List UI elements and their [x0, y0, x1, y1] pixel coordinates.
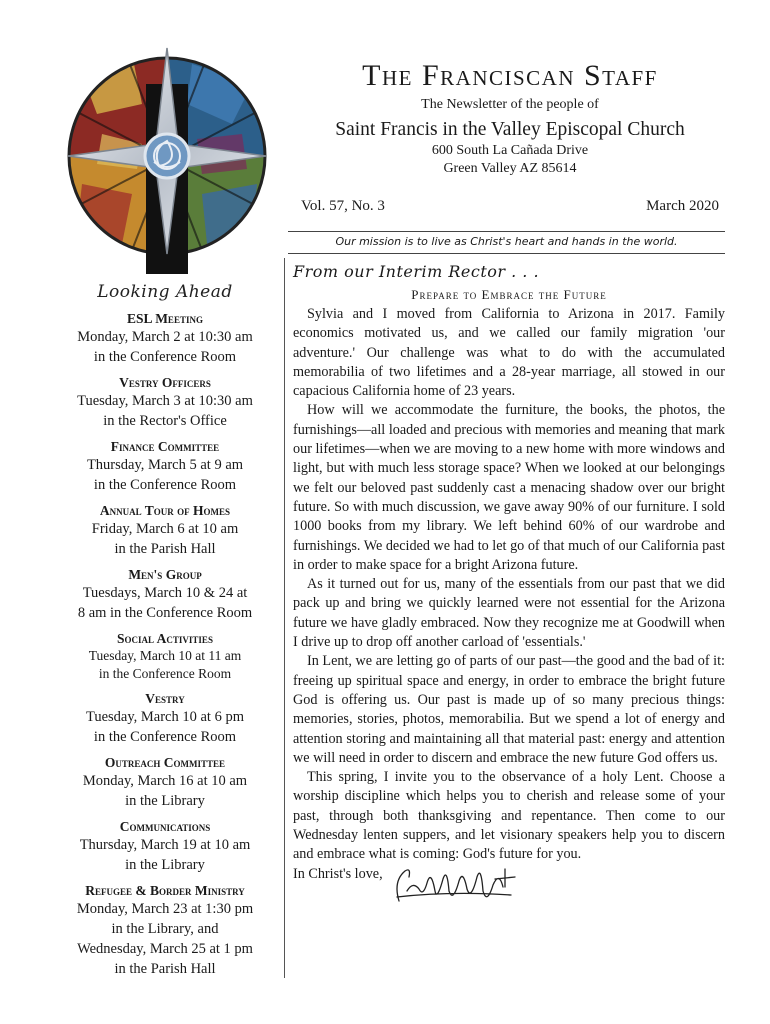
event-detail: in the Parish Hall [114, 961, 216, 977]
event-detail: in the Conference Room [93, 729, 237, 745]
issue-date: March 2020 [646, 198, 719, 214]
article-heading: From our Interim Rector . . . [293, 262, 540, 281]
event-detail: Thursday, March 5 at 9 am [86, 457, 244, 473]
column-divider [284, 258, 285, 978]
event-detail: Monday, March 2 at 10:30 am [77, 329, 253, 345]
article-closing [293, 865, 725, 909]
newsletter-title: The Franciscan Staff [362, 59, 658, 92]
event-detail: Friday, March 6 at 10 am [91, 521, 239, 537]
event-item [60, 374, 270, 431]
event-title: Men's Group [128, 567, 202, 582]
event-detail: in the Library [125, 857, 205, 873]
event-detail: in the Conference Room [93, 477, 237, 493]
article-paragraph: As it turned out for us, many of the essentials from our past that we did pack up and bring we quickly learned were not essential for the Arizona future we have gladly embraced. Now they recognize me at Goodwill when I drive up to drop off another carload of 'essentials.' [293, 576, 725, 651]
event-title: Outreach Committee [104, 755, 226, 770]
rector-article [293, 262, 725, 909]
event-item [60, 310, 270, 367]
event-detail: in the Library, and [111, 921, 219, 937]
event-detail: in the Parish Hall [114, 541, 216, 557]
event-item [60, 438, 270, 495]
event-detail: Tuesday, March 3 at 10:30 am [77, 393, 253, 409]
event-detail: in the Rector's Office [103, 413, 227, 429]
event-detail: Tuesdays, March 10 & 24 at [82, 585, 248, 601]
event-detail: Tuesday, March 10 at 6 pm [85, 709, 244, 725]
event-item [60, 882, 270, 979]
church-logo [62, 44, 272, 276]
event-title: Refugee & Border Ministry [85, 883, 245, 898]
event-title: Vestry Officers [119, 375, 211, 390]
article-paragraph: This spring, I invite you to the observance of a holy Lent. Choose a worship discipline which helps you to cherish and release some of your past, through both thanksgiving and repentance. Then come to our Wednesday lenten suppers, and let visionary speakers help you to discern and embrace what is coming: God's future for you. [293, 769, 725, 863]
church-address-line1: 600 South La Cañada Drive [431, 143, 589, 158]
article-subheading: Prepare to Embrace the Future [411, 287, 607, 302]
divider-top [288, 231, 725, 232]
signature [391, 861, 521, 909]
masthead [290, 58, 730, 178]
newsletter-subtitle: The Newsletter of the people of [421, 97, 599, 112]
sidebar-heading: Looking Ahead [97, 282, 233, 302]
event-title: Social Activities [117, 631, 213, 646]
event-item [60, 502, 270, 559]
event-title: Vestry [145, 691, 185, 706]
issue-volume: Vol. 57, No. 3 [301, 198, 385, 214]
event-detail: in the Conference Room [93, 349, 237, 365]
event-title: Annual Tour of Homes [99, 503, 231, 518]
church-address-line2: Green Valley AZ 85614 [443, 161, 577, 176]
event-detail: in the Conference Room [98, 666, 232, 681]
article-paragraph: In Lent, we are letting go of parts of our past—the good and the bad of it: freeing up spiritual space and energy, in order to embrace the bright future God is offering us. Our past is made up of so many precious things: memories, stories, photos, memorabilia. But we spend a lot of energy and attention storing and maintaining all that material past: energy and attention we will need in order to discern and embrace the new future God offers us. [293, 653, 725, 766]
event-detail: in the Library [125, 793, 205, 809]
event-detail: 8 am in the Conference Room [77, 605, 253, 621]
event-detail: Thursday, March 19 at 10 am [79, 837, 251, 853]
divider-bottom [288, 253, 725, 254]
event-detail: Monday, March 16 at 10 am [82, 773, 248, 789]
event-item [60, 690, 270, 747]
event-title: Communications [119, 819, 211, 834]
event-detail: Monday, March 23 at 1:30 pm [76, 901, 254, 917]
mission-statement: Our mission is to live as Christ's heart and hands in the world. [335, 235, 678, 248]
article-body [293, 305, 725, 865]
event-item [60, 566, 270, 623]
event-detail: Wednesday, March 25 at 1 pm [77, 941, 253, 957]
event-title: ESL Meeting [127, 311, 203, 326]
event-item [60, 818, 270, 875]
event-item [60, 630, 270, 683]
issue-info [301, 198, 719, 215]
looking-ahead-sidebar [60, 282, 270, 986]
event-item [60, 754, 270, 811]
event-title: Finance Committee [110, 439, 220, 454]
article-paragraph: Sylvia and I moved from California to Arizona in 2017. Family economics motivated us, and we called our family migration 'our adventure.' Our challenge was what to do with the accumulated memorabilia of two lifetimes and a 28-year marriage, all stowed in our capacious California home of 23 years. [293, 306, 725, 400]
closing-text: In Christ's love, [293, 865, 383, 882]
article-paragraph: How will we accommodate the furniture, the books, the photos, the furnishings—all loaded and precious with memories and meaning that mark our lifetimes—when we are moving to a new home with more windows and light, but with much less storage space? When we looked at our belongings we felt our beloved past suddenly cast a menacing shadow over our bright future. So with much discussion, we gave away 90% of our furniture. I sold 1000 books from my library. We left behind 60% of our wardrobe and furnishings. We decided we had to let go of that much of our California past in order to make space for a bright Arizona future. [293, 402, 725, 573]
church-name: Saint Francis in the Valley Episcopal Church [335, 119, 685, 140]
event-detail: Tuesday, March 10 at 11 am [88, 648, 242, 663]
